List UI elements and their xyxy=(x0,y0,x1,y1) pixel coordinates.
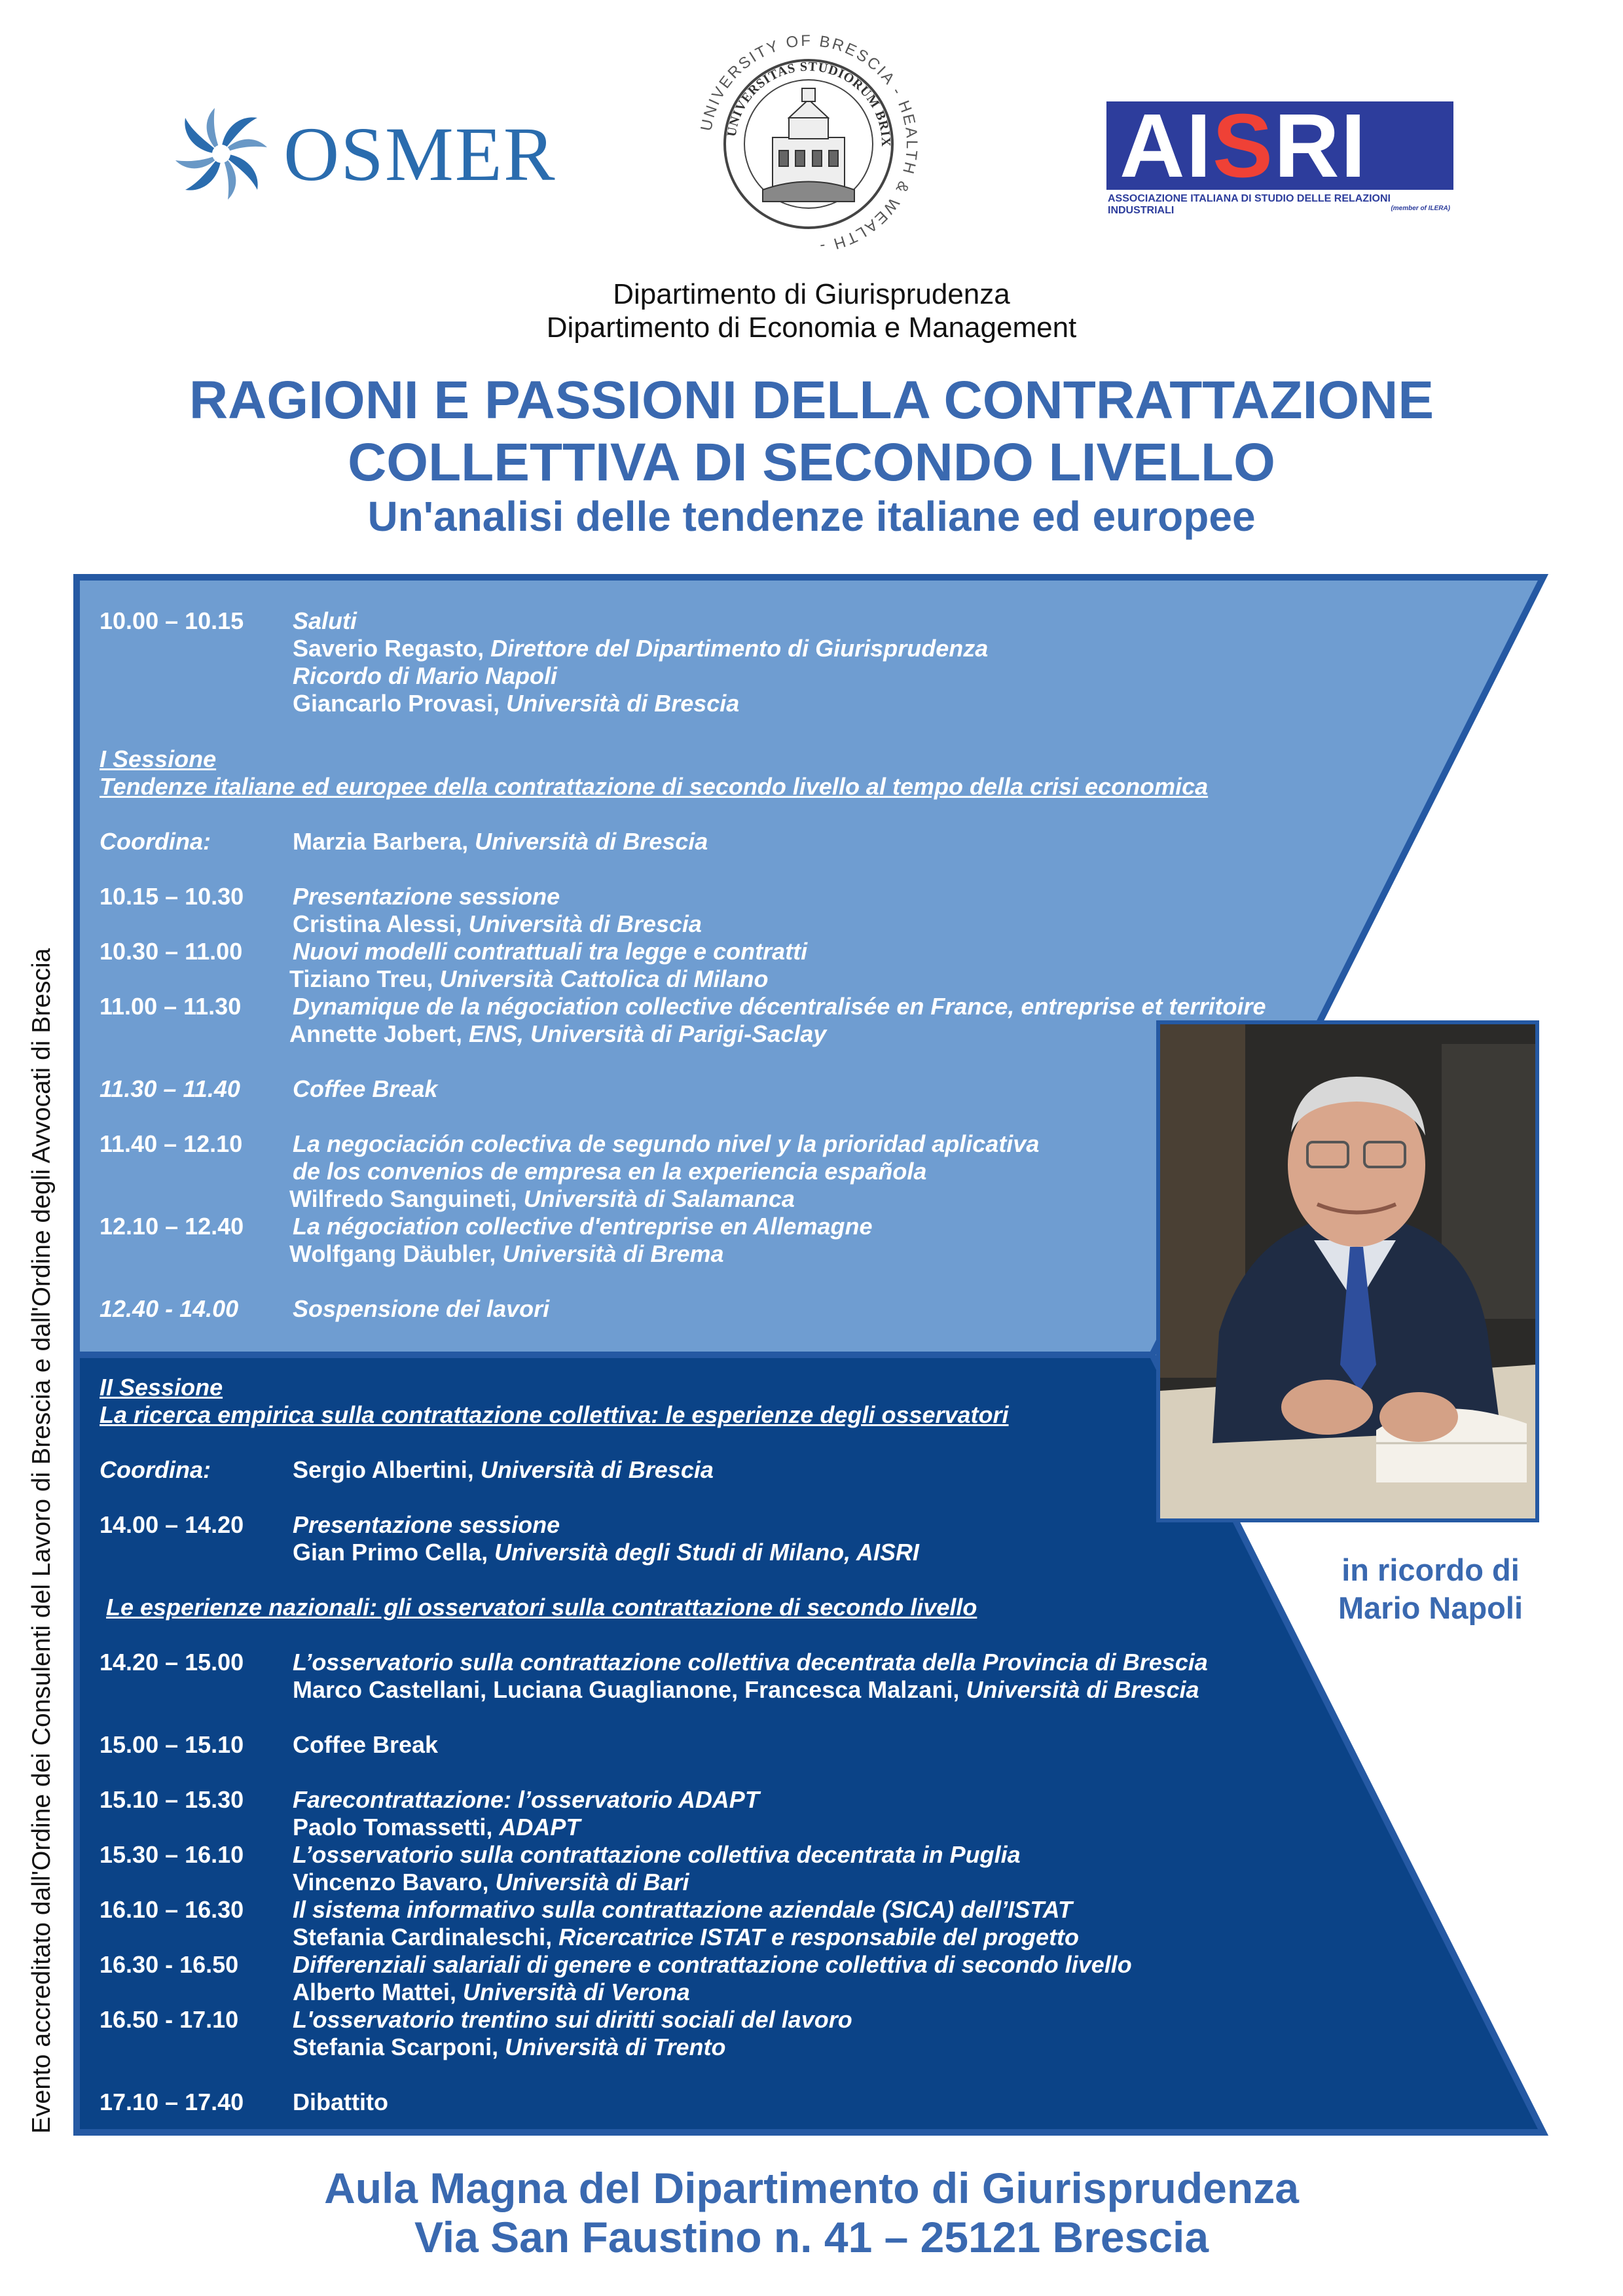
talk-title: Presentazione sessione xyxy=(293,883,560,910)
talk-title: Presentazione sessione xyxy=(293,1511,560,1538)
talk-title: Coffee Break xyxy=(293,1075,438,1102)
talk-title: Coffee Break xyxy=(293,1731,439,1758)
talk-title: de los convenios de empresa en la experiencia española xyxy=(293,1158,927,1185)
time-slot: 10.30 – 11.00 xyxy=(100,938,243,965)
talk-title: Differenziali salariali di genere e contrattazione collettiva di secondo livello xyxy=(293,1951,1132,1978)
session-title: La ricerca empirica sulla contrattazione collettiva: le esperienze degli osservatori xyxy=(100,1401,1009,1428)
talk-title: Nuovi modelli contrattuali tra legge e contratti xyxy=(293,938,808,965)
seal-ring-text: UNIVERSITY OF BRESCIA - HEALTH & WEALTH - xyxy=(697,31,921,256)
time-slot: 16.10 – 16.30 xyxy=(100,1896,244,1923)
time-slot: 11.30 – 11.40 xyxy=(100,1075,240,1102)
time-slot: 10.00 – 10.15 xyxy=(100,607,244,634)
speaker: Wolfgang Däubler, Università di Brema xyxy=(289,1240,724,1267)
mario-napoli-photo xyxy=(1160,1024,1535,1518)
session-2-heading xyxy=(100,1374,1009,1429)
venue-line-2: Via San Faustino n. 41 – 25121 Brescia xyxy=(414,2213,1209,2261)
time-slot: 17.10 – 17.40 xyxy=(100,2089,244,2115)
osmer-wordmark: OSMER xyxy=(283,111,556,197)
memorial-caption: in ricordo di Mario Napoli xyxy=(1338,1552,1523,1625)
sub-session-title: Le esperienze nazionali: gli osservatori sulla contrattazione di secondo livello xyxy=(106,1594,977,1621)
talk-title: Farecontrattazione: l’osservatorio ADAPT xyxy=(293,1786,759,1813)
aisri-member: (member of ILERA) xyxy=(1391,205,1450,212)
talk-title: Dynamique de la négociation collective décentralisée en France, entreprise et territoire xyxy=(293,993,1266,1020)
talk-title: L’osservatorio sulla contrattazione collettiva decentrata in Puglia xyxy=(293,1841,1021,1868)
speaker: Cristina Alessi, Università di Brescia xyxy=(293,910,702,937)
venue-line-1: Aula Magna del Dipartimento di Giurisprudenza xyxy=(324,2164,1299,2212)
aisri-wordmark: AISRI xyxy=(1120,96,1368,196)
speaker: Vincenzo Bavaro, Università di Bari xyxy=(293,1869,689,1895)
time-slot: 15.30 – 16.10 xyxy=(100,1841,244,1868)
talk-title: La negociación colectiva de segundo nivel y la prioridad aplicativa xyxy=(293,1130,1040,1157)
talk-title: L'osservatorio trentino sui diritti sociali del lavoro xyxy=(293,2006,852,2033)
seal-inner-text: UNIVERSITAS STUDIORUM BRIX xyxy=(724,59,894,148)
session-title: Tendenze italiane ed europee della contrattazione di secondo livello al tempo della crisi economica xyxy=(100,773,1209,800)
time-slot: 15.00 – 15.10 xyxy=(100,1731,244,1758)
speaker: Alberto Mattei, Università di Verona xyxy=(293,1979,690,2005)
time-slot: 16.30 - 16.50 xyxy=(100,1951,239,1978)
department-line-2: Dipartimento di Economia e Management xyxy=(546,312,1077,344)
time-slot: 12.10 – 12.40 xyxy=(100,1213,244,1240)
event-title-line-2: COLLETTIVA DI SECONDO LIVELLO xyxy=(348,433,1275,492)
time-slot: 14.20 – 15.00 xyxy=(100,1649,244,1676)
event-subtitle: Un'analisi delle tendenze italiane ed europee xyxy=(367,493,1256,540)
speaker: Saverio Regasto, Direttore del Dipartimento di Giurisprudenza xyxy=(293,635,989,662)
time-slot: 16.50 - 17.10 xyxy=(100,2006,239,2033)
talk-title: Dibattito xyxy=(293,2089,388,2115)
department-line-1: Dipartimento di Giurisprudenza xyxy=(613,278,1010,310)
time-slot: 11.40 – 12.10 xyxy=(100,1130,243,1157)
speaker: Annette Jobert, ENS, Università di Parigi-Saclay xyxy=(289,1020,827,1047)
session-label: I Sessione xyxy=(100,745,217,772)
speaker: Giancarlo Provasi, Università di Brescia xyxy=(293,690,740,717)
time-slot: 10.15 – 10.30 xyxy=(100,883,244,910)
session-1-heading xyxy=(100,745,1208,800)
time-slot: 14.00 – 14.20 xyxy=(100,1511,244,1538)
session-label: II Sessione xyxy=(100,1374,223,1401)
speaker: Stefania Scarponi, Università di Trento xyxy=(293,2034,726,2060)
accreditation-note: Evento accreditato dall'Ordine dei Consulenti del Lavoro di Brescia e dall'Ordine degli Avvocati di Brescia xyxy=(27,948,56,2134)
talk-title: L’osservatorio sulla contrattazione collettiva decentrata della Provincia di Brescia xyxy=(293,1649,1208,1676)
talk-title: Il sistema informativo sulla contrattazione aziendale (SICA) dell’ISTAT xyxy=(293,1896,1072,1923)
speaker: Marco Castellani, Luciana Guaglianone, Francesca Malzani, Università di Brescia xyxy=(293,1676,1199,1703)
time-slot: 15.10 – 15.30 xyxy=(100,1786,244,1813)
speaker: Tiziano Treu, Università Cattolica di Milano xyxy=(289,965,769,992)
speaker: Wilfredo Sanguineti, Università di Salamanca xyxy=(289,1185,795,1212)
time-slot: 11.00 – 11.30 xyxy=(100,993,242,1020)
talk-title: Ricordo di Mario Napoli xyxy=(293,662,558,689)
event-title-line-1: RAGIONI E PASSIONI DELLA CONTRATTAZIONE xyxy=(189,370,1434,430)
speaker: Stefania Cardinaleschi, Ricercatrice ISTAT e responsabile del progetto xyxy=(293,1924,1080,1950)
speaker: Gian Primo Cella, Università degli Studi di Milano, AISRI xyxy=(293,1539,919,1566)
talk-title: La négociation collective d'entreprise en Allemagne xyxy=(293,1213,873,1240)
talk-title: Sospensione dei lavori xyxy=(293,1295,550,1322)
talk-title: Saluti xyxy=(293,607,357,634)
speaker: Paolo Tomassetti, ADAPT xyxy=(293,1814,581,1840)
time-slot: 12.40 - 14.00 xyxy=(100,1295,239,1322)
sub-session-heading xyxy=(106,1594,977,1621)
aisri-subtitle: ASSOCIAZIONE ITALIANA DI STUDIO DELLE RELAZIONI INDUSTRIALI xyxy=(1108,193,1391,216)
